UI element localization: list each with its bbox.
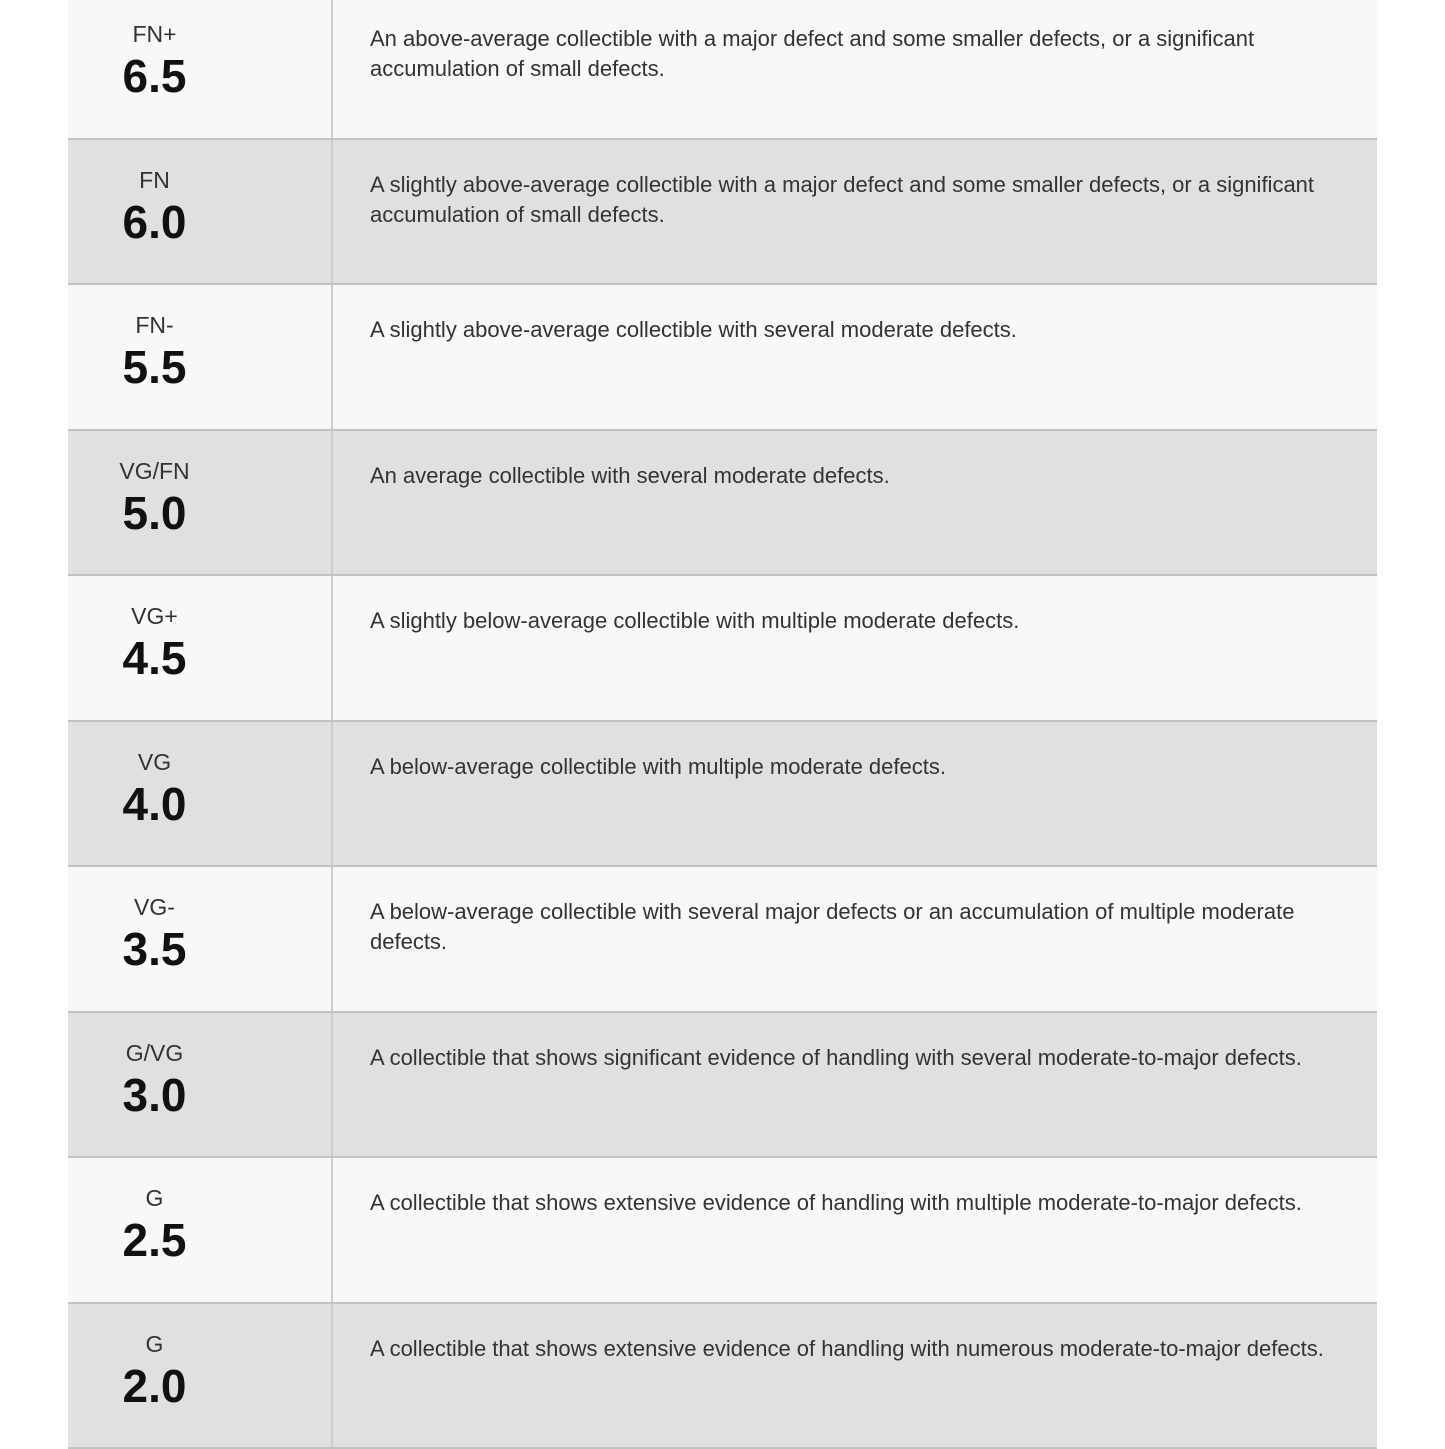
grade-score: 5.0 <box>123 487 187 539</box>
grade-description-cell <box>333 285 1377 429</box>
grade-score: 5.5 <box>123 341 187 393</box>
grade-description: An average collectible with several moderate defects. <box>370 461 1350 491</box>
grade-description: A slightly above-average collectible with several moderate defects. <box>370 315 1350 345</box>
grade-score: 3.5 <box>123 923 187 975</box>
grade-row <box>68 576 1377 722</box>
grade-abbreviation: G/VG <box>126 1039 184 1067</box>
grade-cell <box>68 140 333 284</box>
grade-row <box>68 1158 1377 1304</box>
grade-cell <box>68 1304 333 1448</box>
grading-scale-table <box>68 0 1377 1449</box>
grade-score: 3.0 <box>123 1069 187 1121</box>
grade-row <box>68 1013 1377 1159</box>
grade-description-cell <box>333 0 1377 138</box>
grade-description-cell <box>333 722 1377 866</box>
grade-cell <box>68 285 333 429</box>
grade-description: A collectible that shows extensive evidence of handling with multiple moderate-to-major defects. <box>370 1188 1350 1218</box>
grade-description-cell <box>333 576 1377 720</box>
grade-cell <box>68 1013 333 1157</box>
grade-description-cell <box>333 867 1377 1011</box>
grade-description-cell <box>333 1013 1377 1157</box>
grade-description-cell <box>333 431 1377 575</box>
grade-row <box>68 140 1377 286</box>
grade-description: A collectible that shows significant evidence of handling with several moderate-to-major defects. <box>370 1043 1350 1073</box>
grade-description: An above-average collectible with a major defect and some smaller defects, or a significant accumulation of small defects. <box>370 24 1350 84</box>
grade-row <box>68 867 1377 1013</box>
grade-cell <box>68 722 333 866</box>
grade-abbreviation: FN+ <box>132 20 176 48</box>
grade-score: 2.5 <box>123 1214 187 1266</box>
grade-score: 6.5 <box>123 50 187 102</box>
grade-abbreviation: VG+ <box>131 602 178 630</box>
grade-score: 6.0 <box>123 196 187 248</box>
grade-cell <box>68 431 333 575</box>
grade-cell <box>68 867 333 1011</box>
grade-description: A below-average collectible with multiple moderate defects. <box>370 752 1350 782</box>
grade-description-cell <box>333 140 1377 284</box>
grade-abbreviation: G <box>146 1184 164 1212</box>
grade-description: A collectible that shows extensive evidence of handling with numerous moderate-to-major defects. <box>370 1334 1350 1364</box>
grade-score: 4.5 <box>123 632 187 684</box>
grade-score: 2.0 <box>123 1360 187 1412</box>
grade-description-cell <box>333 1304 1377 1448</box>
grade-row <box>68 722 1377 868</box>
grade-row <box>68 285 1377 431</box>
grade-abbreviation: VG/FN <box>119 457 189 485</box>
grade-description: A slightly above-average collectible with a major defect and some smaller defects, or a significant accumulation of small defects. <box>370 170 1350 230</box>
grade-row <box>68 1304 1377 1449</box>
grade-cell <box>68 0 333 138</box>
grade-abbreviation: VG <box>138 748 171 776</box>
grade-abbreviation: FN <box>139 166 170 194</box>
grade-cell <box>68 576 333 720</box>
grade-row <box>68 431 1377 577</box>
grade-row <box>68 0 1377 140</box>
grade-score: 4.0 <box>123 778 187 830</box>
grade-abbreviation: FN- <box>135 311 173 339</box>
grade-description: A slightly below-average collectible with multiple moderate defects. <box>370 606 1350 636</box>
grade-cell <box>68 1158 333 1302</box>
grade-description: A below-average collectible with several major defects or an accumulation of multiple moderate defects. <box>370 897 1350 957</box>
grade-description-cell <box>333 1158 1377 1302</box>
grade-abbreviation: VG- <box>134 893 175 921</box>
grade-abbreviation: G <box>146 1330 164 1358</box>
